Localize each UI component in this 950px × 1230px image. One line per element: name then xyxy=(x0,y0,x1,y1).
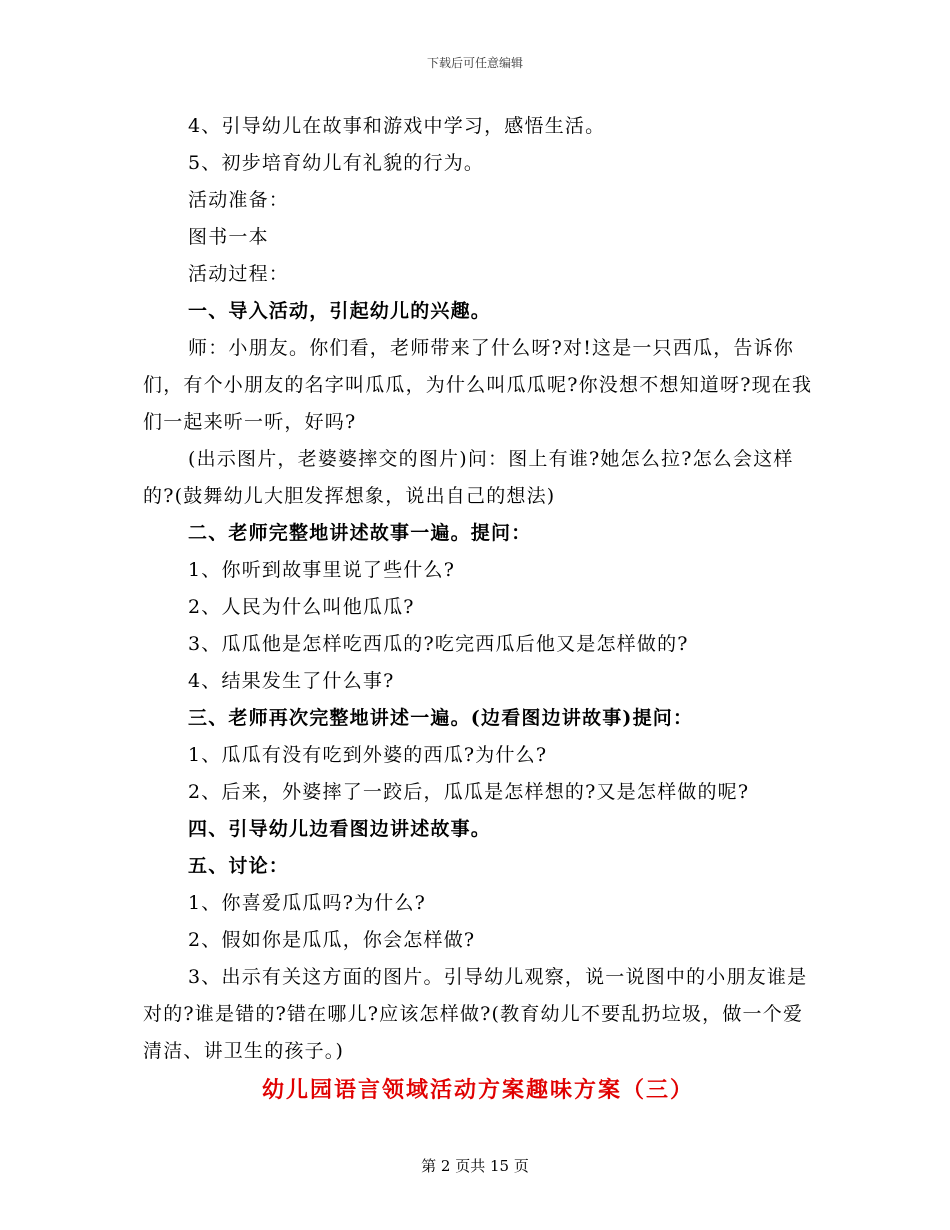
page-footer: 第 2 页共 15 页 xyxy=(421,1157,529,1175)
paragraph-2: 5、初步培育幼儿有礼貌的行为。 xyxy=(188,152,485,174)
paragraph-21: 3、出示有关这方面的图片。引导幼儿观察，说一说图中的小朋友谁是对的?谁是错的?错在哪儿?应该怎样做?(教育幼儿不要乱扔垃圾，做一个爱清洁、讲卫生的孩子。) xyxy=(143,966,808,1062)
section-heading-2: 二、老师完整地讲述故事一遍。提问： xyxy=(188,522,532,544)
section-heading-4: 四、引导幼儿边看图边讲述故事。 xyxy=(188,818,492,840)
paragraph-20: 2、假如你是瓜瓜，你会怎样做? xyxy=(188,929,476,951)
paragraph-3: 活动准备： xyxy=(188,189,290,211)
paragraph-11: 2、人民为什么叫他瓜瓜? xyxy=(188,596,415,618)
section-heading-3: 三、老师再次完整地讲述一遍。(边看图边讲故事)提问： xyxy=(188,707,694,729)
paragraph-8: (出示图片，老婆婆摔交的图片)问：图上有谁?她怎么拉?怎么会这样的?(鼓舞幼儿大胆发挥想象，说出自己的想法) xyxy=(143,448,794,507)
section-heading-1: 一、导入活动，引起幼儿的兴趣。 xyxy=(188,300,492,322)
document-body xyxy=(143,108,813,1109)
paragraph-4: 图书一本 xyxy=(188,226,269,248)
paragraph-13: 4、结果发生了什么事? xyxy=(188,670,395,692)
paragraph-16: 2、后来，外婆摔了一跤后，瓜瓜是怎样想的?又是怎样做的呢? xyxy=(188,781,750,803)
paragraph-15: 1、瓜瓜有没有吃到外婆的西瓜?为什么? xyxy=(188,744,548,766)
paragraph-19: 1、你喜爱瓜瓜吗?为什么? xyxy=(188,892,427,914)
page-header: 下载后可任意编辑 xyxy=(426,56,523,70)
section-title: 幼儿园语言领域活动方案趣味方案（三） xyxy=(261,1077,694,1103)
paragraph-12: 3、瓜瓜他是怎样吃西瓜的?吃完西瓜后他又是怎样做的? xyxy=(188,633,689,655)
paragraph-5: 活动过程： xyxy=(188,263,290,285)
paragraph-7: 师：小朋友。你们看，老师带来了什么呀?对!这是一只西瓜，告诉你们，有个小朋友的名字叫瓜瓜，为什么叫瓜瓜呢?你没想不想知道呀?现在我们一起来听一听，好吗? xyxy=(143,337,813,433)
paragraph-10: 1、你听到故事里说了些什么? xyxy=(188,559,456,581)
paragraph-1: 4、引导幼儿在故事和游戏中学习，感悟生活。 xyxy=(188,115,606,137)
section-heading-5: 五、讨论： xyxy=(188,855,290,877)
